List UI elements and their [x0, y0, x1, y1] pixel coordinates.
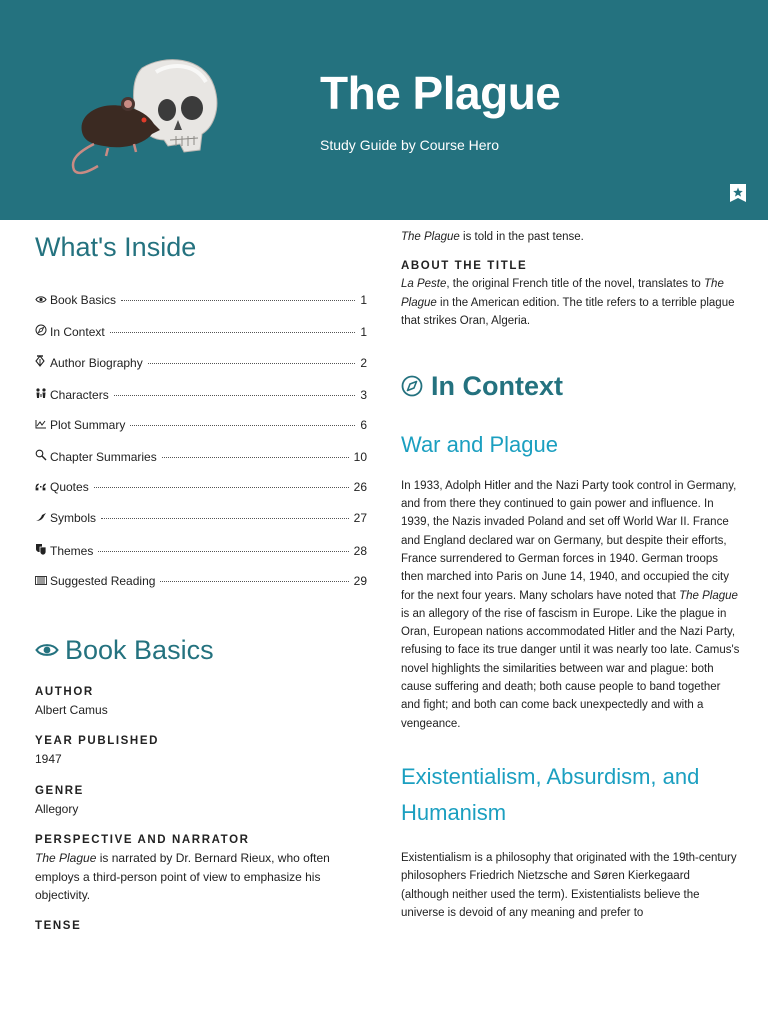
war-text-2: is an allegory of the rise of fascism in Europe. Like the plague in Oran, European nations accommodated Hitler and the Nazi Party, refusing to face its true danger until it was nearly too late. Camus's novel highlights the similarities between war and plague: both cause suffering and death; both cause people to band together and fight; and both can come back unexpectedly and with a vengeance.: [401, 607, 740, 730]
toc-page: 10: [353, 449, 367, 464]
masks-icon: [35, 543, 48, 555]
toc-leader: [94, 487, 349, 488]
table-of-contents: [35, 293, 367, 605]
author-label: AUTHOR: [35, 685, 94, 698]
toc-page: 1: [360, 293, 367, 307]
bookmark-star-icon[interactable]: [727, 183, 749, 203]
toc-item-in-context[interactable]: [35, 324, 367, 355]
perspective-label: PERSPECTIVE AND NARRATOR: [35, 834, 250, 847]
about-title-french: La Peste: [401, 278, 447, 291]
tense-text: is told in the past tense.: [459, 231, 584, 243]
toc-label: Plot Summary: [50, 417, 126, 432]
perspective-text: is narrated by Dr. Bernard Rieux, who often employs a third-person point of view to emphasize his objectivity.: [35, 851, 330, 902]
toc-page: 26: [353, 480, 367, 495]
in-context-heading: [401, 371, 741, 402]
toc-label: Book Basics: [50, 293, 117, 307]
toc-leader: [110, 332, 356, 333]
right-column: [401, 220, 741, 922]
toc-label: Characters: [50, 387, 109, 402]
tense-value: [401, 228, 741, 246]
perspective-value: [35, 849, 367, 904]
chart-line-icon: [35, 419, 48, 429]
toc-page: 27: [353, 511, 367, 526]
book-subtitle: Study Guide by Course Hero: [320, 137, 499, 153]
book-basics-title: Book Basics: [65, 634, 214, 665]
about-title-text-2: in the American edition. The title refers to a terrible plague that strikes Oran, Algeria.: [401, 296, 735, 328]
author-value: Albert Camus: [35, 702, 108, 717]
about-title-label: ABOUT THE TITLE: [401, 260, 528, 273]
toc-leader: [130, 425, 355, 426]
compass-icon: [35, 324, 48, 336]
toc-label: In Context: [50, 325, 105, 340]
toc-page: 28: [353, 543, 367, 558]
toc-item-themes[interactable]: [35, 543, 367, 574]
toc-label: Suggested Reading: [50, 573, 156, 588]
eye-icon: [35, 642, 59, 658]
war-book-title: The Plague: [679, 589, 738, 602]
whats-inside-title: What's Inside: [35, 232, 197, 262]
war-and-plague-paragraph: [401, 477, 741, 733]
toc-page: 29: [353, 573, 367, 588]
toc-leader: [114, 395, 356, 396]
compass-icon: [401, 375, 423, 397]
toc-page: 3: [360, 387, 367, 402]
toc-leader: [101, 518, 349, 519]
toc-leader: [148, 363, 356, 364]
toc-item-plot-summary[interactable]: [35, 418, 367, 449]
war-text-1: In 1933, Adolph Hitler and the Nazi Party took control in Germany, and from there they continued to gain power and influence. In 1939, the Nazis invaded Poland and set off World War II. France and England declared war on Germany, but despite their efforts, France surrendered to German forces in 1940. German troops then marched into Paris on June 14, 1940, and occupied the city for the next four years. Many scholars have noted that: [401, 479, 737, 602]
quote-icon: [35, 483, 48, 491]
skull-rat-illustration: [64, 48, 224, 178]
toc-item-book-basics[interactable]: [35, 293, 367, 324]
magnifier-icon: [35, 449, 48, 461]
toc-leader: [162, 457, 349, 458]
toc-page: 2: [360, 356, 367, 371]
war-and-plague-heading: War and Plague: [401, 431, 558, 457]
people-icon: [35, 387, 48, 399]
toc-page: 6: [360, 417, 367, 432]
toc-leader: [160, 581, 348, 582]
toc-label: Author Biography: [50, 356, 143, 371]
genre-value: Allegory: [35, 801, 79, 816]
toc-item-suggested-reading[interactable]: [35, 574, 367, 605]
tense-book-title: The Plague: [401, 231, 460, 243]
eye-icon: [35, 295, 48, 304]
genre-label: GENRE: [35, 784, 84, 797]
about-title-text-1: , the original French title of the novel, translates to: [446, 278, 705, 291]
toc-label: Symbols: [50, 511, 97, 526]
toc-item-author-biography[interactable]: [35, 355, 367, 386]
toc-item-chapter-summaries[interactable]: [35, 449, 367, 480]
existentialism-heading: Existentialism, Absurdism, and Humanism: [401, 763, 700, 825]
toc-item-symbols[interactable]: [35, 511, 367, 542]
toc-item-quotes[interactable]: [35, 480, 367, 511]
book-basics-heading: [35, 635, 367, 666]
books-icon: [35, 576, 48, 585]
perspective-book-title: The Plague: [35, 851, 97, 866]
toc-page: 1: [360, 325, 367, 340]
book-title: The Plague: [320, 67, 561, 119]
existentialism-paragraph: Existentialism is a philosophy that originated with the 19th-century philosophers Friedrich Nietzsche and Søren Kierkegaard (although neither used the term). Existentialists believe the universe is devoid of any meaning and prefer to: [401, 851, 737, 919]
toc-label: Themes: [50, 543, 94, 558]
toc-label: Chapter Summaries: [50, 449, 157, 464]
year-label: YEAR PUBLISHED: [35, 735, 159, 748]
about-title-value: [401, 275, 741, 331]
pen-nib-icon: [35, 355, 48, 367]
toc-label: Quotes: [50, 480, 89, 495]
cover-header: [0, 0, 768, 220]
toc-item-characters[interactable]: [35, 387, 367, 418]
bird-icon: [35, 512, 48, 522]
year-value: 1947: [35, 752, 62, 767]
toc-leader: [121, 300, 355, 301]
in-context-title: In Context: [431, 370, 563, 401]
tense-label: TENSE: [35, 920, 82, 933]
about-title-english: The Plague: [401, 278, 724, 309]
left-column: [35, 220, 367, 932]
toc-leader: [98, 551, 348, 552]
